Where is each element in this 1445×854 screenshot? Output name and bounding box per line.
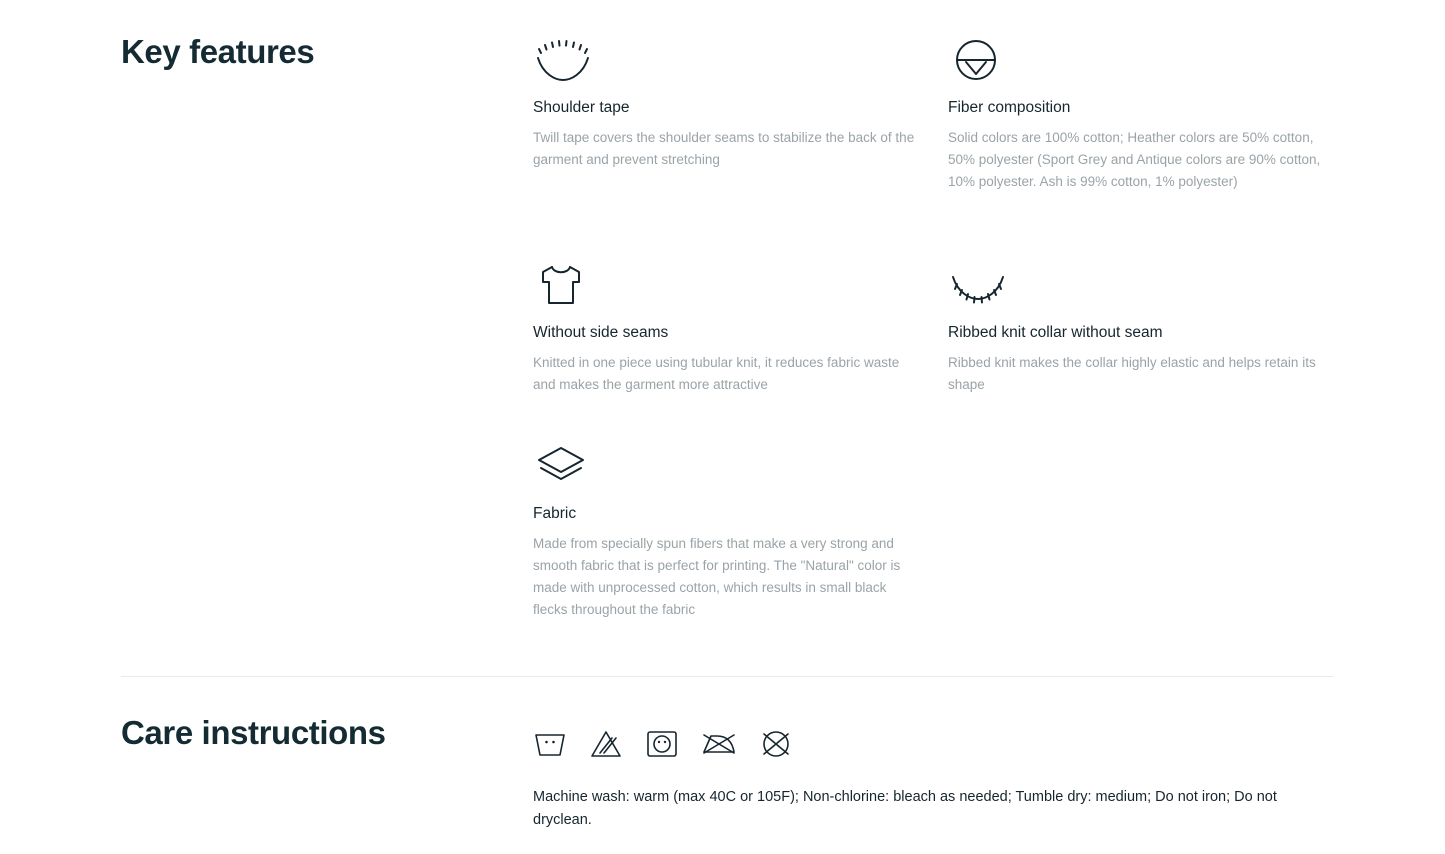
feature-title: Fiber composition <box>948 99 1071 116</box>
machine-wash-warm-icon <box>533 728 567 760</box>
non-chlorine-bleach-icon <box>589 728 623 760</box>
feature-title: Fabric <box>533 505 577 522</box>
care-symbols-row <box>533 718 1333 760</box>
feature-description: Solid colors are 100% cotton; Heather colors are 50% cotton, 50% polyester (Sport Grey and Antique colors are 90% cotton, 10% polyester. Ash is 99% cotton, 1% polyester) <box>948 130 1321 189</box>
do-not-iron-icon <box>701 728 737 760</box>
feature-description: Knitted in one piece using tubular knit, it reduces fabric waste and makes the garment more attractive <box>533 355 900 392</box>
feature-fiber-composition <box>948 38 1343 193</box>
feature-title: Without side seams <box>533 324 669 341</box>
do-not-dryclean-icon <box>759 728 793 760</box>
feature-description: Ribbed knit makes the collar highly elastic and helps retain its shape <box>948 355 1316 392</box>
feature-title: Shoulder tape <box>533 99 630 116</box>
tumble-dry-medium-icon <box>645 728 679 760</box>
feature-ribbed-knit-collar <box>948 263 1343 396</box>
fabric-layers-icon <box>533 444 928 490</box>
feature-shoulder-tape <box>533 38 928 171</box>
ribbed-collar-icon <box>948 263 1343 309</box>
key-features-title: Key features <box>121 33 315 70</box>
feature-description: Made from specially spun fibers that make a very strong and smooth fabric that is perfect for printing. The "Natural" color is made with unprocessed cotton, which results in small black flecks throughout the fabric <box>533 536 901 617</box>
feature-title: Ribbed knit collar without seam <box>948 324 1163 341</box>
shoulder-tape-icon <box>533 38 928 84</box>
fiber-composition-icon <box>948 38 1343 84</box>
care-instructions-text: Machine wash: warm (max 40C or 105F); Non-chlorine: bleach as needed; Tumble dry: medium; Do not iron; Do not dryclean. <box>533 789 1277 829</box>
tshirt-icon <box>533 263 928 309</box>
care-instructions-body <box>533 718 1333 833</box>
feature-description: Twill tape covers the shoulder seams to stabilize the back of the garment and prevent stretching <box>533 130 915 167</box>
feature-fabric <box>533 444 928 621</box>
care-instructions-title: Care instructions <box>121 714 386 751</box>
section-divider <box>121 676 1333 677</box>
feature-without-side-seams <box>533 263 928 396</box>
